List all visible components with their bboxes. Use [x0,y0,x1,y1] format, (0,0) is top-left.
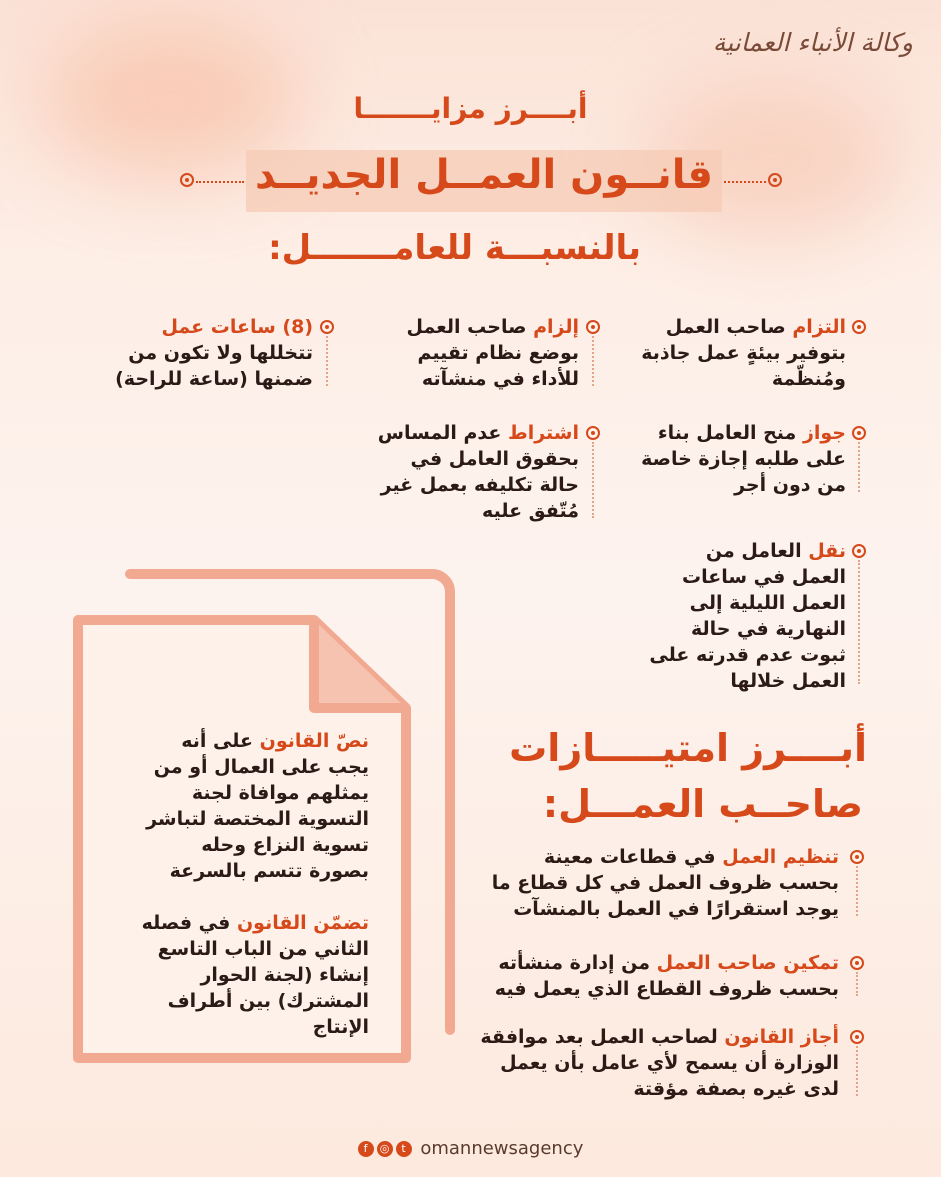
social-handle[interactable]: omannewsagency [420,1138,584,1159]
bullet-connector [858,560,860,684]
bullet-icon [852,426,866,440]
note-highlight: تضمّن القانون [236,912,369,934]
document-note-1 [139,728,369,884]
title-right-endcap [768,173,782,187]
page-title: قانــون العمــل الجديــد [255,152,713,198]
bullet-icon [852,320,866,334]
worker-benefit-4 [631,420,846,498]
document-note-2 [139,910,369,1040]
section-title-employer-line1: أبــــرز امتيـــــازات [509,726,867,770]
footer [0,1138,941,1159]
benefit-text: منح العامل بناء على طلبه إجازة خاصة من دون أجر [641,422,846,496]
employer-item-2 [479,950,839,1002]
bullet-icon [850,956,864,970]
benefit-text: تتخللها ولا تكون من ضمنها (ساعة للراحة) [115,342,313,390]
bullet-connector [856,972,858,996]
bullet-icon [586,426,600,440]
bullet-icon [586,320,600,334]
worker-benefit-6 [646,538,846,694]
title-left-endcap [180,173,194,187]
agency-logo: وكالة الأنباء العمانية [712,28,913,57]
item-highlight: أجاز القانون [724,1026,839,1048]
benefit-highlight: إلزام [533,316,579,338]
bullet-icon [850,850,864,864]
bullet-connector [856,1046,858,1096]
section-subtitle-worker: بالنسبـــة للعامـــــــل: [268,228,641,268]
item-text: لصاحب العمل بعد موافقة الوزارة أن يسمح لأي عامل بأن يعمل لدى غيره بصفة مؤقتة [480,1026,839,1100]
title-right-divider [724,181,766,183]
benefit-text: العامل من العمل في ساعات العمل الليلية إلى النهارية في حالة ثبوت عدم قدرته على العمل خلالها [649,540,846,692]
item-text: من إدارة منشأته بحسب ظروف القطاع الذي يعمل فيه [494,952,839,1000]
employer-item-1 [479,844,839,922]
worker-benefit-5 [374,420,579,524]
bullet-icon [850,1030,864,1044]
bullet-connector [856,866,858,916]
note-text: على أنه يجب على العمال أو من يمثلهم موافاة لجنة التسوية المختصة لتباشر تسوية النزاع وحله بصورة تتسم بالسرعة [146,730,369,882]
bullet-icon [852,544,866,558]
title-small: أبــــرز مزايـــــــا [353,92,588,125]
item-highlight: تنظيم العمل [722,846,839,868]
benefit-highlight: اشتراط [507,422,579,444]
instagram-icon[interactable]: ◎ [377,1141,393,1157]
twitter-icon[interactable]: t [396,1141,412,1157]
benefit-highlight: نقل [808,540,846,562]
worker-benefit-3 [108,314,313,392]
benefit-highlight: (8) ساعات عمل [161,316,313,338]
benefit-text: عدم المساس بحقوق العامل في حالة تكليفه بعمل غير مُتّفق عليه [377,422,579,522]
benefit-text: صاحب العمل بوضع نظام تقييم للأداء في منشآته [406,316,579,390]
benefit-highlight: جواز [802,422,846,444]
note-text: في فصله الثاني من الباب التاسع إنشاء (لجنة الحوار المشترك) بين أطراف الإنتاج [141,912,369,1038]
bullet-connector [592,336,594,386]
item-highlight: تمكين صاحب العمل [656,952,839,974]
worker-benefit-2 [374,314,579,392]
bullet-connector [326,336,328,386]
facebook-icon[interactable]: f [358,1141,374,1157]
note-highlight: نصّ القانون [259,730,369,752]
benefit-highlight: التزام [792,316,846,338]
worker-benefit-1 [631,314,846,392]
item-text: في قطاعات معينة بحسب ظروف العمل في كل قطاع ما يوجد استقرارًا في العمل بالمنشآت [491,846,839,920]
bullet-connector [858,442,860,492]
bullet-connector [592,442,594,518]
title-left-divider [196,181,244,183]
benefit-text: صاحب العمل بتوفير بيئةٍ عمل جاذبة ومُنظّمة [641,316,846,390]
bullet-icon [320,320,334,334]
section-title-employer-line2: صاحــب العمـــل: [542,782,863,826]
employer-item-3 [479,1024,839,1102]
